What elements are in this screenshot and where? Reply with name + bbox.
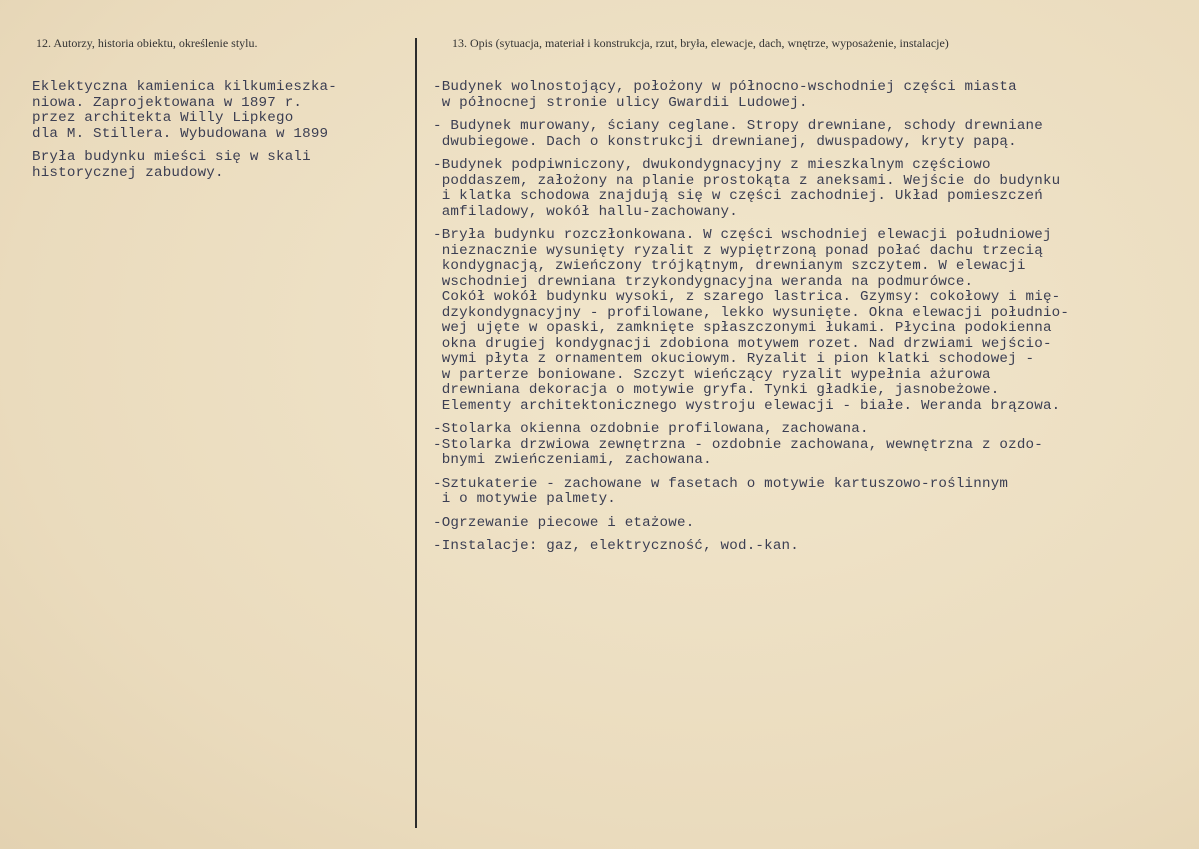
construction-paragraph bbox=[433, 119, 1193, 150]
scale-paragraph bbox=[32, 150, 407, 181]
description-column bbox=[433, 80, 1193, 563]
text-line: poddaszem, założony na planie prostokąta z aneksami. Wejście do budynku bbox=[433, 172, 1061, 189]
text-line: w parterze boniowane. Szczyt wieńczący ryzalit wypełnia ażurowa bbox=[433, 366, 991, 383]
text-line: Elementy architektonicznego wystroju elewacji - białe. Weranda brązowa. bbox=[433, 397, 1061, 414]
text-line: dla M. Stillera. Wybudowana w 1899 bbox=[32, 125, 329, 142]
stucco-paragraph bbox=[433, 477, 1193, 508]
text-line: Bryła budynku mieści się w skali bbox=[32, 149, 311, 165]
text-line: okna drugiej kondygnacji zdobiona motywem rozet. Nad drzwiami wejścio- bbox=[433, 335, 1052, 352]
text-line: -Budynek wolnostojący, położony w północno-wschodniej części miasta bbox=[433, 79, 1017, 95]
text-line: dwubiegowe. Dach o konstrukcji drewnianej, dwuspadowy, kryty papą. bbox=[433, 133, 1017, 150]
text-line: w północnej stronie ulicy Gwardii Ludowej. bbox=[433, 94, 808, 111]
location-paragraph bbox=[433, 80, 1193, 111]
text-line: -Instalacje: gaz, elektryczność, wod.-kan. bbox=[433, 538, 799, 554]
history-paragraph bbox=[32, 80, 407, 142]
facade-paragraph bbox=[433, 228, 1193, 414]
text-line: -Sztukaterie - zachowane w fasetach o motywie kartuszowo-roślinnym bbox=[433, 475, 1009, 492]
text-line: -Stolarka okienna ozdobnie profilowana, zachowana. bbox=[433, 421, 869, 437]
column-divider bbox=[415, 38, 417, 828]
layout-paragraph bbox=[433, 158, 1193, 220]
text-line: i o motywie palmety. bbox=[433, 491, 616, 507]
text-line: nieznacznie wysunięty ryzalit z wypiętrzoną ponad połać dachu trzecią bbox=[433, 242, 1043, 259]
text-line: wymi płyta z ornamentem okuciowym. Ryzalit i pion klatki schodowej - bbox=[433, 351, 1035, 367]
heating-paragraph bbox=[433, 516, 1193, 532]
text-line: Cokół wokół budynku wysoki, z szarego lastrica. Gzymsy: cokołowy i mię- bbox=[433, 289, 1061, 305]
text-line: -Budynek podpiwniczony, dwukondygnacyjny z mieszkalnym częściowo bbox=[433, 157, 991, 173]
section-13-header: 13. Opis (sytuacja, materiał i konstrukcja, rzut, bryła, elewacje, dach, wnętrze, wyposażenie, instalacje) bbox=[452, 36, 949, 50]
text-line: -Stolarka drzwiowa zewnętrzna - ozdobnie zachowana, wewnętrzna z ozdo- bbox=[433, 436, 1043, 453]
joinery-paragraph bbox=[433, 422, 1193, 469]
text-line: przez architekta Willy Lipkego bbox=[32, 110, 294, 126]
text-line: i klatka schodowa znajdują się w części zachodniej. Układ pomieszczeń bbox=[433, 188, 1043, 204]
text-line: kondygnacją, zwieńczony trójkątnym, drewnianym szczytem. W elewacji bbox=[433, 258, 1026, 274]
text-line: niowa. Zaprojektowana w 1897 r. bbox=[32, 94, 303, 111]
text-line: -Ogrzewanie piecowe i etażowe. bbox=[433, 514, 695, 531]
section-12-header: 12. Autorzy, historia obiektu, określenie stylu. bbox=[36, 36, 258, 50]
text-line: amfiladowy, wokół hallu-zachowany. bbox=[433, 203, 738, 220]
authors-history-column bbox=[32, 80, 407, 189]
installations-paragraph bbox=[433, 539, 1193, 555]
text-line: -Bryła budynku rozczłonkowana. W części wschodniej elewacji południowej bbox=[433, 227, 1052, 243]
text-line: wschodniej drewniana trzykondygnacyjna weranda na podmurówce. bbox=[433, 273, 974, 290]
text-line: dzykondygnacyjny - profilowane, lekko wysunięte. Okna elewacji południo- bbox=[433, 304, 1070, 321]
text-line: Eklektyczna kamienica kilkumieszka- bbox=[32, 79, 337, 95]
text-line: wej ujęte w opaski, zamknięte spłaszczonymi łukami. Płycina podokienna bbox=[433, 320, 1052, 336]
text-line: bnymi zwieńczeniami, zachowana. bbox=[433, 452, 712, 468]
text-line: drewniana dekoracja o motywie gryfa. Tynki gładkie, jasnobeżowe. bbox=[433, 382, 1000, 398]
text-line: - Budynek murowany, ściany ceglane. Stropy drewniane, schody drewniane bbox=[433, 118, 1043, 134]
text-line: historycznej zabudowy. bbox=[32, 164, 224, 181]
